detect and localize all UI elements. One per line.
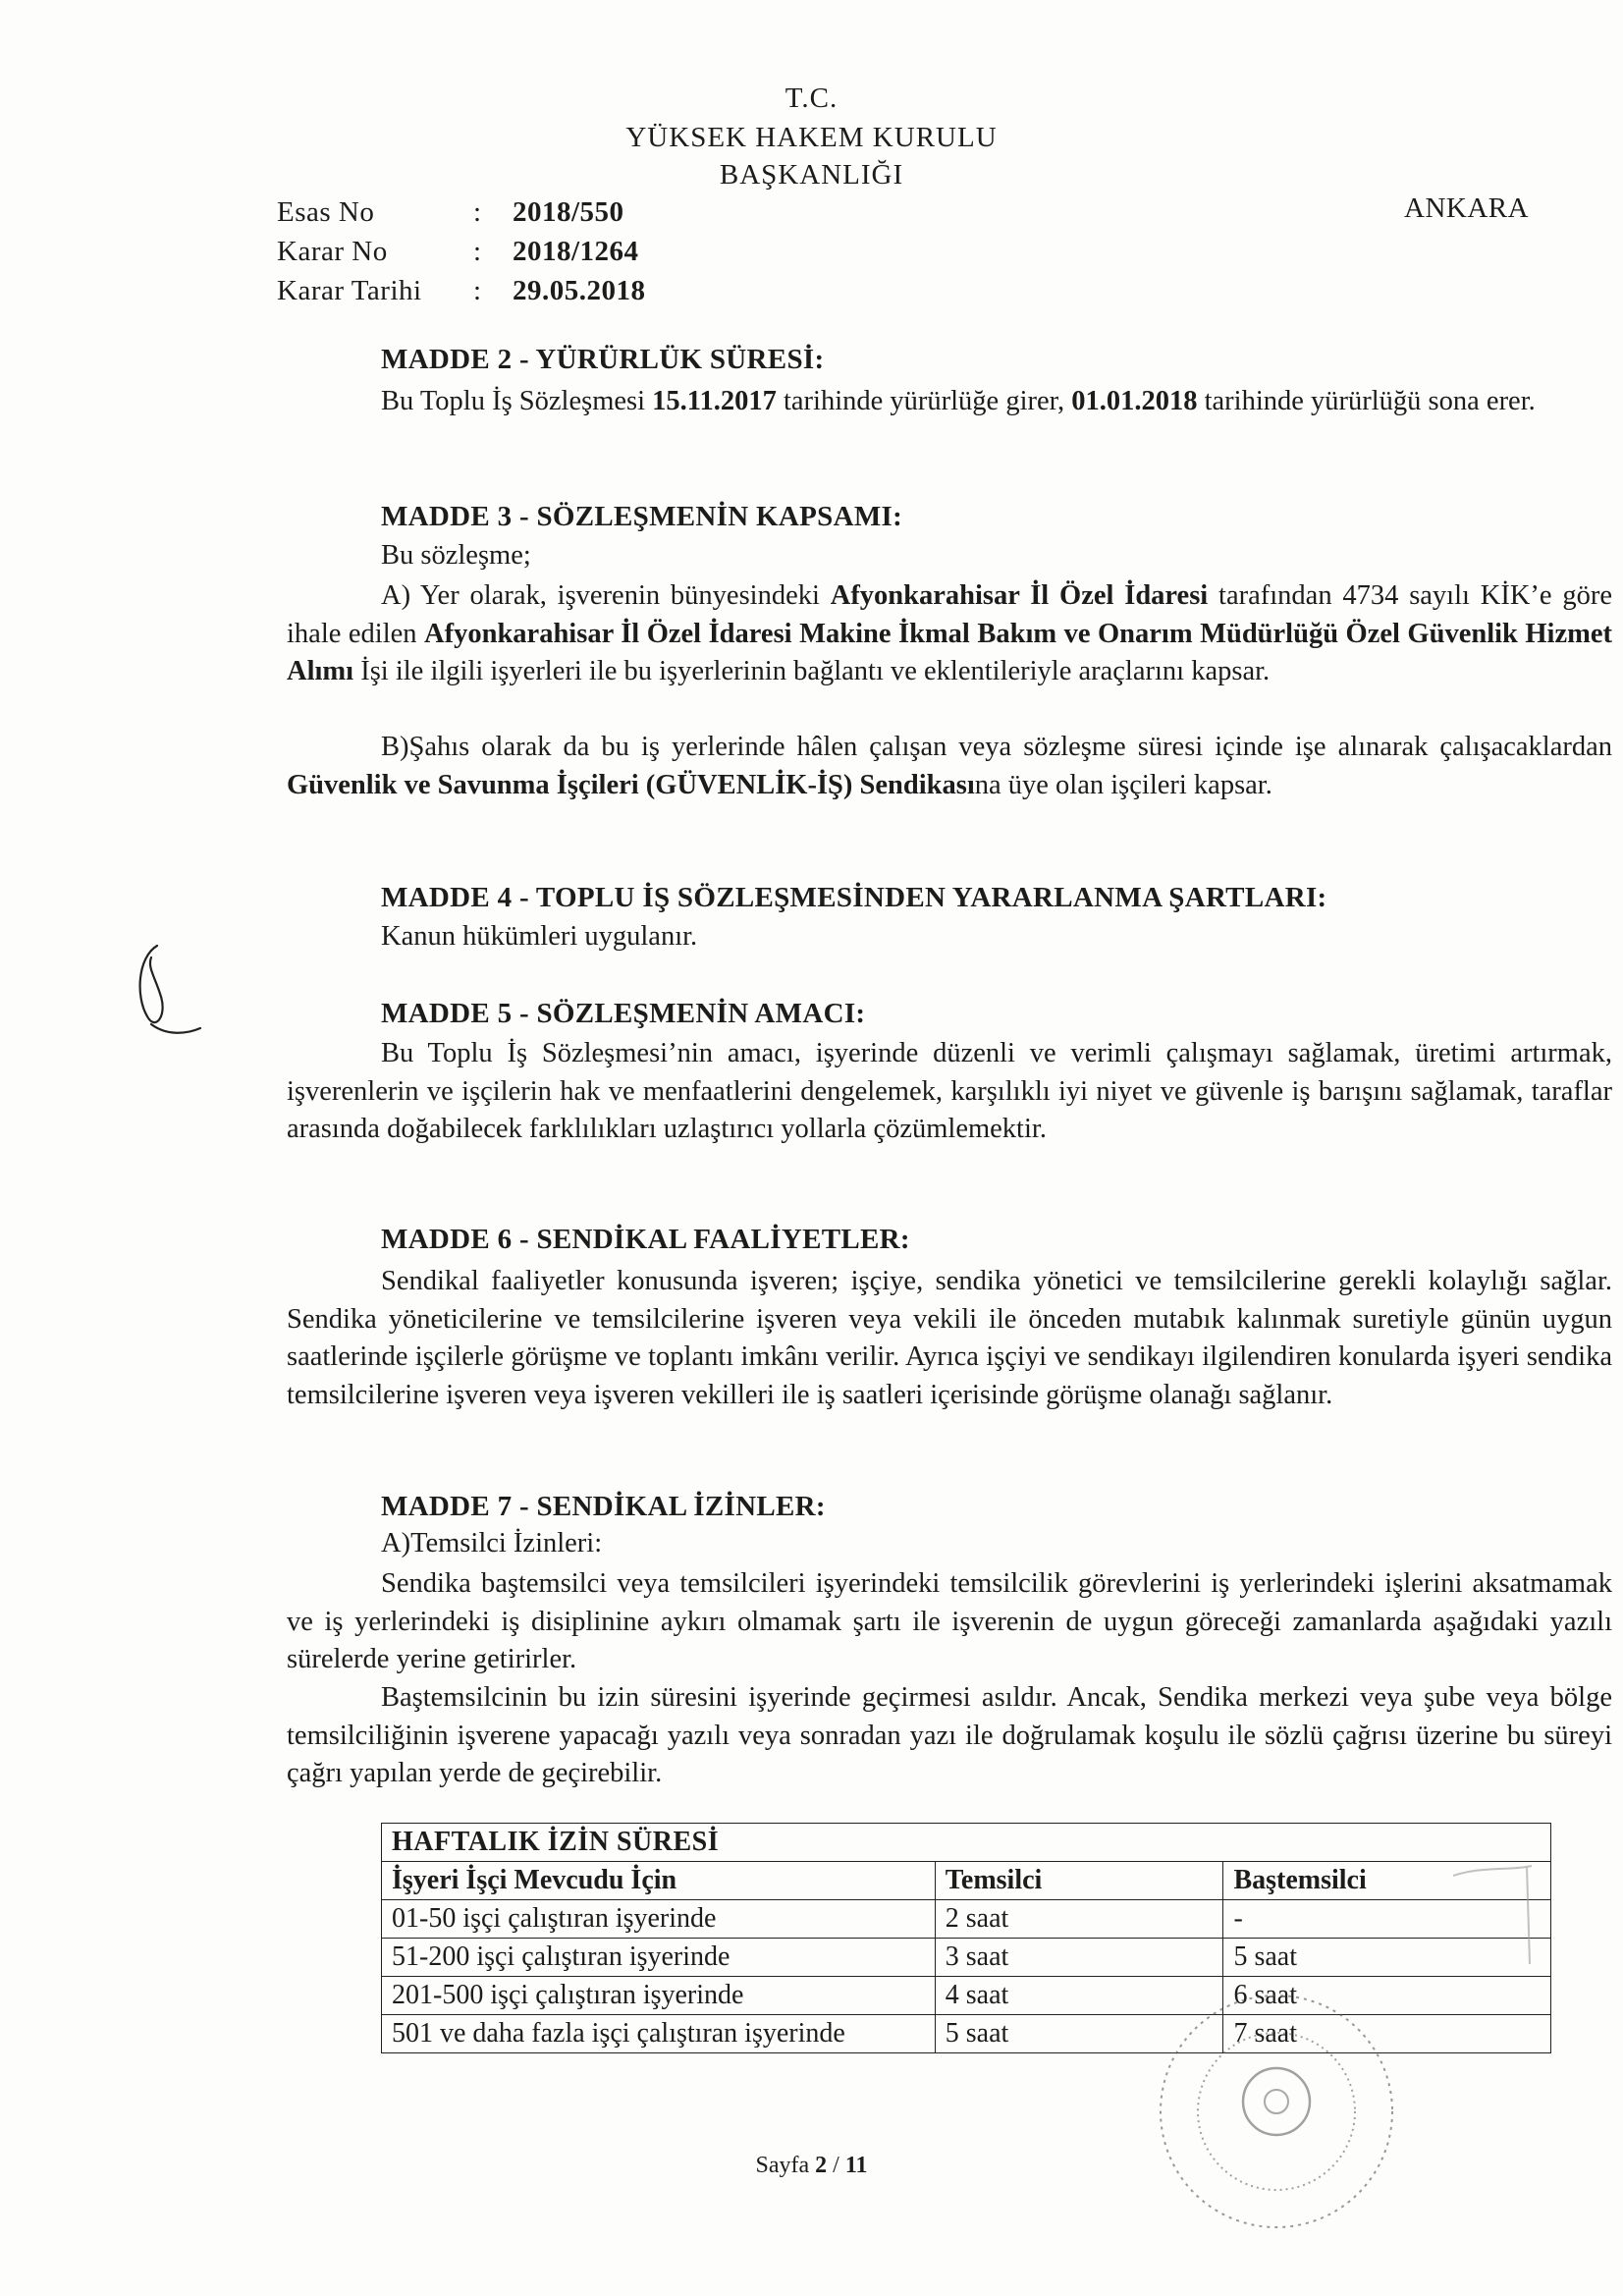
meta-value: 29.05.2018 xyxy=(513,275,646,306)
table-cell: 6 saat xyxy=(1223,1977,1551,2015)
end-date: 01.01.2018 xyxy=(1071,386,1198,416)
header-presidency: BAŞKANLIĞI xyxy=(719,159,904,191)
meta-row-esas: Esas No : 2018/550 xyxy=(277,196,624,228)
table-row xyxy=(382,1939,1551,1977)
meta-label: Esas No xyxy=(277,196,375,228)
header-city: ANKARA xyxy=(1404,192,1530,224)
table-cell: 4 saat xyxy=(935,1977,1223,2015)
table-cell: 51-200 işçi çalıştıran işyerinde xyxy=(382,1939,936,1977)
column-header: İşyeri İşçi Mevcudu İçin xyxy=(382,1862,936,1900)
table-title: HAFTALIK İZİN SÜRESİ xyxy=(382,1824,1551,1862)
table-header-row xyxy=(382,1862,1551,1900)
table-cell: 3 saat xyxy=(935,1939,1223,1977)
start-date: 15.11.2017 xyxy=(652,386,777,416)
header-tc: T.C. xyxy=(784,82,839,114)
signature-stroke xyxy=(1434,1846,1551,1994)
meta-value: 2018/1264 xyxy=(513,236,639,267)
madde-7-paragraph-1: Sendika baştemsilci veya temsilcileri işyerindeki temsilcilik görevlerini iş yerlerindeki işlerini aksatmamak ve iş yerlerindeki iş disiplinine aykırı olmamak şartı ile işverenin de uygun göreceği zamanlarda aşağıdaki yazılı sürelerde yerine getirirler. xyxy=(287,1568,1612,1674)
madde-4-title: MADDE 4 - TOPLU İŞ SÖZLEŞMESİNDEN YARARLANMA ŞARTLARI: xyxy=(381,882,1327,913)
table-cell: 01-50 işçi çalıştıran işyerinde xyxy=(382,1900,936,1939)
madde-7-paragraph-2: Baştemsilcinin bu izin süresini işyerinde geçirmesi asıldır. Ancak, Sendika merkezi veya şube veya bölge temsilciliğinin işverene yapacağı yazılı veya sonradan yazı ile doğrulamak koşulu ile sözlü çağrısı üzerine bu süreyi çağrı yapılan yerde de geçirebilir. xyxy=(287,1682,1612,1788)
madde-4-text: Kanun hükümleri uygulanır. xyxy=(381,921,698,952)
meta-label: Karar Tarihi xyxy=(277,275,422,306)
madde-5-body: Bu Toplu İş Sözleşmesi’nin amacı, işyerinde düzenli ve verimli çalışmayı sağlamak, üretimi artırmak, işverenlerin ve işçilerin hak ve menfaatlerini dengelemek, karşılıklı iyi niyet ve güvenle iş barışını sağlamak, taraflar arasında doğabilecek farklılıkları uzlaştırıcı yollarla çözümlemektir. xyxy=(287,1038,1612,1144)
madde-2-body: Bu Toplu İş Sözleşmesi 15.11.2017 tarihinde yürürlüğe girer, 01.01.2018 tarihinde yürürlüğü sona erer. xyxy=(381,386,1536,416)
madde-7-subtitle: A)Temsilci İzinleri: xyxy=(381,1528,603,1558)
page-current: 2 xyxy=(815,2153,828,2178)
madde-2-title: MADDE 2 - YÜRÜRLÜK SÜRESİ: xyxy=(381,344,825,375)
table-cell: 5 saat xyxy=(1223,1939,1551,1977)
madde-6-body: Sendikal faaliyetler konusunda işveren; işçiye, sendika yönetici ve temsilcilerine gerekli kolaylığı sağlar. Sendika yöneticilerine ve temsilcilerine işveren veya vekili ile önceden mutabık kalınmak suretiyle günün uygun saatlerinde işçilerle görüşme ve toplantı imkânı verilir. Ayrıca işçiyi ve sendikayı ilgilendiren konularda işyeri sendika temsilcilerine işveren veya işveren vekilleri ile iş saatleri içerisinde görüşme olanağı sağlanır. xyxy=(287,1266,1612,1410)
handwritten-initial xyxy=(118,938,206,1046)
meta-label: Karar No xyxy=(277,236,388,267)
table-row xyxy=(382,1900,1551,1939)
table-cell: 501 ve daha fazla işçi çalıştıran işyerinde xyxy=(382,2015,936,2053)
table-cell: - xyxy=(1223,1900,1551,1939)
table-cell: 7 saat xyxy=(1223,2015,1551,2053)
table-cell: 5 saat xyxy=(935,2015,1223,2053)
madde-6-title: MADDE 6 - SENDİKAL FAALİYETLER: xyxy=(381,1224,910,1255)
table-title-row xyxy=(382,1824,1551,1862)
header-institution: YÜKSEK HAKEM KURULU xyxy=(625,122,998,153)
table-cell: 201-500 işçi çalıştıran işyerinde xyxy=(382,1977,936,2015)
meta-row-karar: Karar No : 2018/1264 xyxy=(277,236,639,267)
madde-3-title: MADDE 3 - SÖZLEŞMENİN KAPSAMI: xyxy=(381,501,903,532)
table-cell: 2 saat xyxy=(935,1900,1223,1939)
stamp-seal xyxy=(1129,1974,1424,2249)
meta-value: 2018/550 xyxy=(513,196,624,228)
madde-3-clause-a: A) Yer olarak, işverenin bünyesindeki Afyonkarahisar İl Özel İdaresi tarafından 4734 sayılı KİK’e göre ihale edilen Afyonkarahisar İl Özel İdaresi Makine İkmal Bakım ve Onarım Müdürlüğü Özel Güvenlik Hizmet Alımı İşi ile ilgili işyerleri ile bu işyerlerinin bağlantı ve eklentileriyle araçlarını kapsar. xyxy=(287,580,1612,686)
column-header: Baştemsilci xyxy=(1223,1862,1551,1900)
madde-3-clause-b: B)Şahıs olarak da bu iş yerlerinde hâlen çalışan veya sözleşme süresi içinde işe alınarak çalışacaklardan Güvenlik ve Savunma İşçileri (GÜVENLİK-İŞ) Sendikasına üye olan işçileri kapsar. xyxy=(287,732,1612,800)
meta-row-karar-tarihi: Karar Tarihi : 29.05.2018 xyxy=(277,275,646,306)
column-header: Temsilci xyxy=(935,1862,1223,1900)
madde-3-intro: Bu sözleşme; xyxy=(381,540,531,571)
page-number: Sayfa 2 / 11 xyxy=(755,2153,868,2178)
page-total: 11 xyxy=(844,2153,868,2178)
madde-7-title: MADDE 7 - SENDİKAL İZİNLER: xyxy=(381,1491,826,1522)
madde-5-title: MADDE 5 - SÖZLEŞMENİN AMACI: xyxy=(381,998,866,1029)
